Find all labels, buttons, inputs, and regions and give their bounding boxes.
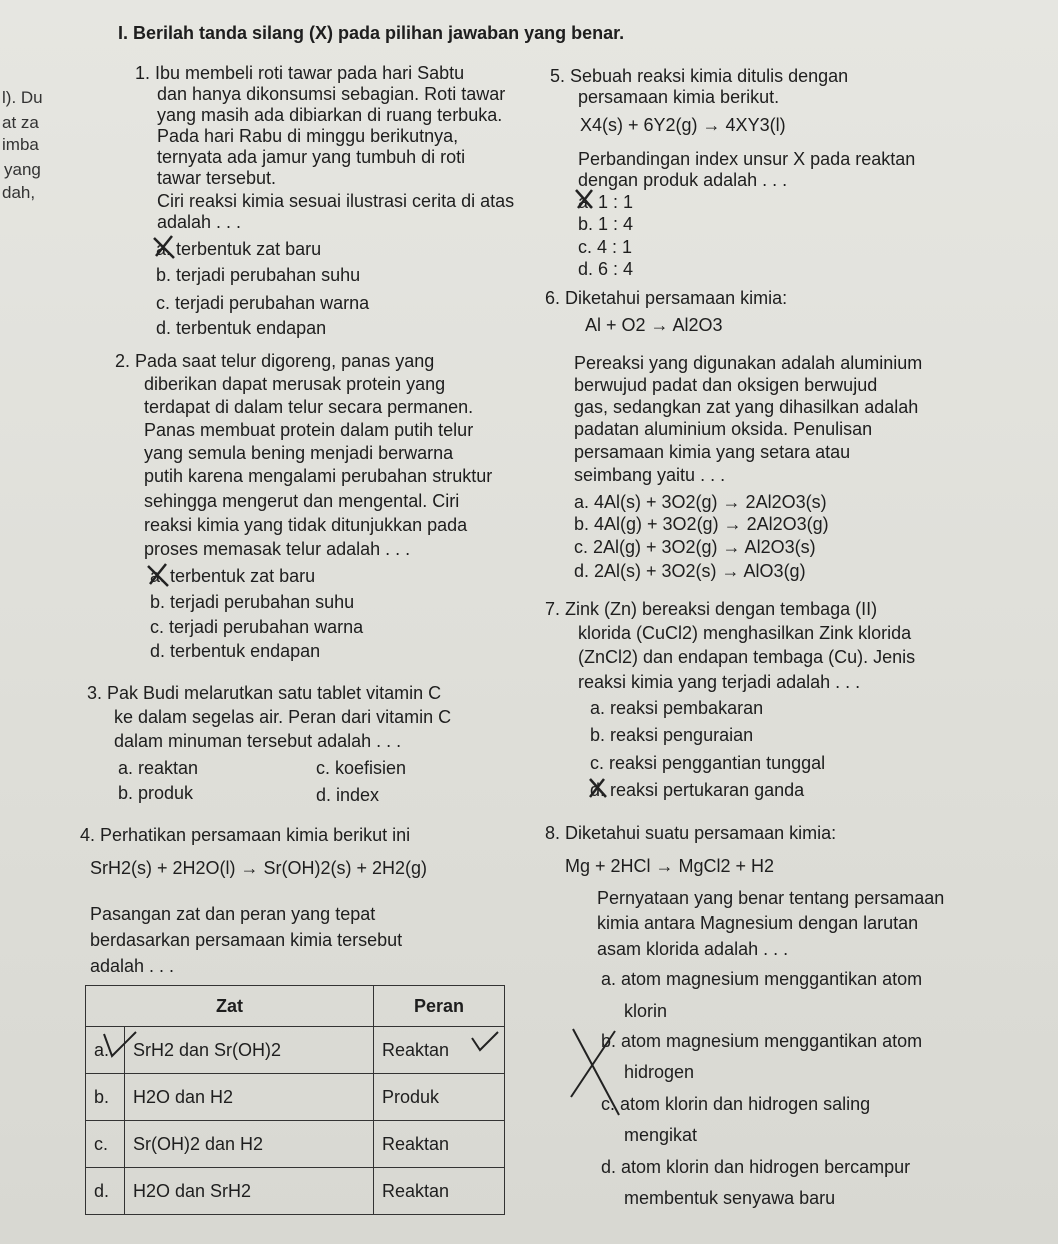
option-c[interactable]: c. 4 : 1 (578, 237, 633, 257)
row-peran: Reaktan (374, 1027, 505, 1074)
margin-fragment: l). Du (2, 88, 43, 107)
question-text: 2. Pada saat telur digoreng, panas yang (115, 351, 435, 371)
question-text: Pernyataan yang benar tentang persamaan (597, 888, 945, 908)
question-text: persamaan kimia berikut. (578, 87, 780, 107)
answer-table (85, 985, 505, 1215)
question-text: 4. Perhatikan persamaan kimia berikut ini (80, 825, 411, 845)
question-text: persamaan kimia yang setara atau (574, 442, 851, 462)
question-text: yang semula bening menjadi berwarna (144, 443, 454, 463)
option-d[interactable]: d. terbentuk endapan (150, 641, 321, 661)
margin-fragment: dah, (2, 183, 36, 202)
option-a[interactable]: a. reaksi pembakaran (590, 698, 764, 718)
checkmark-icon (100, 1030, 140, 1060)
option-a[interactable]: a. 1 : 1 (578, 192, 634, 212)
option-d[interactable]: d. 6 : 4 (578, 259, 634, 279)
question-text: tawar tersebut. (157, 168, 277, 188)
question-text: diberikan dapat merusak protein yang (144, 374, 446, 394)
option-b[interactable]: b. reaksi penguraian (590, 725, 754, 745)
option-b[interactable]: b. atom magnesium menggantikan atom (601, 1031, 923, 1051)
question-text: 7. Zink (Zn) bereaksi dengan tembaga (II) (545, 599, 878, 619)
question-text: Pasangan zat dan peran yang tepat (90, 904, 376, 924)
option-d[interactable]: d. reaksi pertukaran ganda (590, 780, 805, 800)
question-text: 8. Diketahui suatu persamaan kimia: (545, 823, 837, 843)
question-text: Perbandingan index unsur X pada reaktan (578, 149, 916, 169)
question-text: Panas membuat protein dalam putih telur (144, 420, 474, 440)
cross-mark-icon (150, 232, 180, 262)
question-text: dalam minuman tersebut adalah . . . (114, 731, 402, 751)
question-text: 6. Diketahui persamaan kimia: (545, 288, 788, 308)
question-text: 5. Sebuah reaksi kimia ditulis dengan (550, 66, 849, 86)
row-zat: Sr(OH)2 dan H2 (125, 1121, 374, 1168)
chemical-equation: Mg + 2HCl → MgCl2 + H2 (565, 856, 775, 876)
chemical-equation: X4(s) + 6Y2(g) → 4XY3(l) (580, 115, 786, 135)
row-zat: H2O dan H2 (125, 1074, 374, 1121)
option-d-cont: membentuk senyawa baru (624, 1188, 836, 1208)
question-text: ternyata ada jamur yang tumbuh di roti (157, 147, 466, 167)
chemical-equation: Al + O2 → Al2O3 (585, 315, 723, 335)
option-a[interactable]: a. atom magnesium menggantikan atom (601, 969, 923, 989)
option-d[interactable]: d. 2Al(s) + 3O2(s) → AlO3(g) (574, 561, 806, 581)
option-a[interactable]: a. reaktan (118, 758, 199, 778)
option-c-cont: mengikat (624, 1125, 698, 1145)
section-header: I. Berilah tanda silang (X) pada pilihan jawaban yang benar. (118, 23, 625, 43)
row-label: b. (86, 1074, 125, 1121)
option-b[interactable]: b. 4Al(g) + 3O2(g) → 2Al2O3(g) (574, 514, 829, 534)
option-c[interactable]: c. terjadi perubahan warna (150, 617, 364, 637)
option-c[interactable]: c. atom klorin dan hidrogen saling (601, 1094, 871, 1114)
row-zat: SrH2 dan Sr(OH)2 (125, 1027, 374, 1074)
option-a-cont: klorin (624, 1001, 668, 1021)
option-c[interactable]: c. 2Al(g) + 3O2(g) → Al2O3(s) (574, 537, 816, 557)
cross-mark-icon (144, 560, 174, 590)
question-text: padatan aluminium oksida. Penulisan (574, 419, 873, 439)
option-a[interactable]: a. 4Al(s) + 3O2(g) → 2Al2O3(s) (574, 492, 827, 512)
question-text: yang masih ada dibiarkan di ruang terbuka. (157, 105, 503, 125)
cross-mark-icon (572, 186, 598, 212)
row-peran: Reaktan (374, 1121, 505, 1168)
question-text: putih karena mengalami perubahan struktur (144, 466, 493, 486)
option-b[interactable]: b. produk (118, 783, 194, 803)
option-a[interactable]: a. terbentuk zat baru (156, 239, 322, 259)
table-header-zat: Zat (86, 986, 374, 1027)
row-peran: Produk (374, 1074, 505, 1121)
question-text: dengan produk adalah . . . (578, 170, 788, 190)
question-text: gas, sedangkan zat yang dihasilkan adalah (574, 397, 919, 417)
question-text: sehingga mengerut dan mengental. Ciri (144, 491, 460, 511)
question-text: klorida (CuCl2) menghasilkan Zink klorida (578, 623, 912, 643)
option-d[interactable]: d. terbentuk endapan (156, 318, 327, 338)
question-text: Pereaksi yang digunakan adalah aluminium (574, 353, 923, 373)
question-text: (ZnCl2) dan endapan tembaga (Cu). Jenis (578, 647, 916, 667)
table-header-peran: Peran (374, 986, 505, 1027)
question-text: reaksi kimia yang terjadi adalah . . . (578, 672, 861, 692)
option-c[interactable]: c. reaksi penggantian tunggal (590, 753, 826, 773)
question-text: seimbang yaitu . . . (574, 465, 726, 485)
table-row[interactable] (86, 1027, 505, 1074)
question-text: terdapat di dalam telur secara permanen. (144, 397, 474, 417)
margin-fragment: yang (4, 160, 41, 179)
question-text: 3. Pak Budi melarutkan satu tablet vitamin C (87, 683, 442, 703)
question-text: adalah . . . (157, 212, 242, 232)
row-peran: Reaktan (374, 1168, 505, 1215)
cross-mark-icon (586, 775, 610, 801)
question-text: adalah . . . (90, 956, 175, 976)
row-label: d. (86, 1168, 125, 1215)
table-row[interactable] (86, 1121, 505, 1168)
option-c[interactable]: c. koefisien (316, 758, 407, 778)
option-b-cont: hidrogen (624, 1062, 695, 1082)
question-text: 1. Ibu membeli roti tawar pada hari Sabtu (135, 63, 465, 83)
question-text: dan hanya dikonsumsi sebagian. Roti tawar (157, 84, 506, 104)
table-row[interactable] (86, 1074, 505, 1121)
question-text: berdasarkan persamaan kimia tersebut (90, 930, 403, 950)
question-text: reaksi kimia yang tidak ditunjukkan pada (144, 515, 468, 535)
question-text: kimia antara Magnesium dengan larutan (597, 913, 919, 933)
question-text: berwujud padat dan oksigen berwujud (574, 375, 878, 395)
option-b[interactable]: b. terjadi perubahan suhu (156, 265, 361, 285)
option-d[interactable]: d. index (316, 785, 380, 805)
option-b[interactable]: b. terjadi perubahan suhu (150, 592, 355, 612)
chemical-equation: SrH2(s) + 2H2O(l) → Sr(OH)2(s) + 2H2(g) (90, 858, 428, 878)
question-text: ke dalam segelas air. Peran dari vitamin C (114, 707, 452, 727)
question-text: asam klorida adalah . . . (597, 939, 789, 959)
margin-fragment: at za (2, 113, 39, 132)
question-text: Pada hari Rabu di minggu berikutnya, (157, 126, 459, 146)
option-a[interactable]: a. terbentuk zat baru (150, 566, 316, 586)
question-text: Ciri reaksi kimia sesuai ilustrasi cerita di atas (157, 191, 515, 211)
row-label: c. (86, 1121, 125, 1168)
option-b[interactable]: b. 1 : 4 (578, 214, 634, 234)
option-d[interactable]: d. atom klorin dan hidrogen bercampur (601, 1157, 911, 1177)
row-label: a. (86, 1027, 125, 1074)
cross-mark-icon (565, 1025, 625, 1120)
table-row[interactable] (86, 1168, 505, 1215)
row-zat: H2O dan SrH2 (125, 1168, 374, 1215)
checkmark-icon (470, 1030, 500, 1054)
margin-fragment: imba (2, 135, 39, 154)
option-c[interactable]: c. terjadi perubahan warna (156, 293, 370, 313)
question-text: proses memasak telur adalah . . . (144, 539, 411, 559)
